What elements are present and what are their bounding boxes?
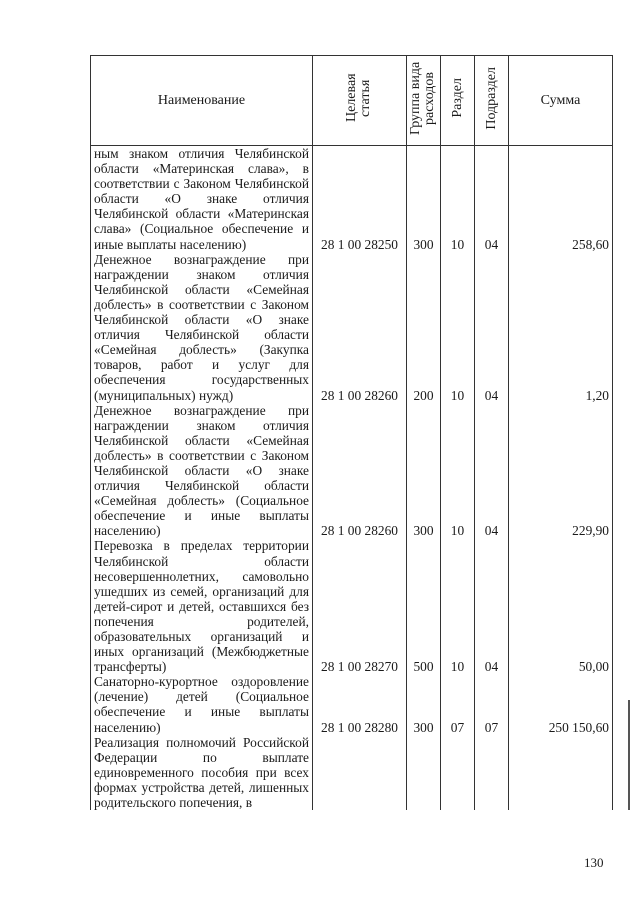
row-expense-group: 200 xyxy=(407,252,441,403)
row-subsection: 04 xyxy=(475,252,509,403)
row-amount: 258,60 xyxy=(509,146,613,252)
row-name: Санаторно-курортное оздоровление (лечение) детей (Социальное обеспечение и иные выплаты населению) xyxy=(91,674,313,734)
budget-page xyxy=(90,55,612,835)
table-row xyxy=(91,146,613,252)
row-section: 10 xyxy=(441,146,475,252)
table-row xyxy=(91,538,613,674)
row-subsection: 04 xyxy=(475,403,509,539)
row-subsection: 04 xyxy=(475,146,509,252)
header-amount: Сумма xyxy=(509,56,613,146)
row-subsection: 07 xyxy=(475,674,509,734)
header-target-article: Целевая статья xyxy=(313,56,407,146)
row-expense-group: 300 xyxy=(407,146,441,252)
row-expense-group: 300 xyxy=(407,674,441,734)
row-section xyxy=(441,735,475,810)
row-expense-group: 500 xyxy=(407,538,441,674)
row-target-article xyxy=(313,735,407,810)
budget-table xyxy=(90,55,613,810)
table-row xyxy=(91,674,613,734)
row-subsection: 04 xyxy=(475,538,509,674)
row-name: Реализация полномочий Российской Федерации по выплате единовременного пособия при всех формах устройства детей, лишенных родительского попечения, в xyxy=(91,735,313,810)
row-amount xyxy=(509,735,613,810)
row-amount: 250 150,60 xyxy=(509,674,613,734)
scan-edge-mark xyxy=(628,700,630,810)
row-target-article: 28 1 00 28260 xyxy=(313,403,407,539)
row-name: Денежное вознаграждение при награждении знаком отличия Челябинской области «Семейная доблесть» в соответствии с Законом Челябинской области «О знаке отличия Челябинской области «Семейная доблесть» (Социальное обеспечение и иные выплаты населению) xyxy=(91,403,313,539)
row-amount: 50,00 xyxy=(509,538,613,674)
table-header-row xyxy=(91,56,613,146)
row-section: 10 xyxy=(441,252,475,403)
row-expense-group: 300 xyxy=(407,403,441,539)
row-expense-group xyxy=(407,735,441,810)
row-target-article: 28 1 00 28250 xyxy=(313,146,407,252)
table-row xyxy=(91,403,613,539)
row-name: ным знаком отличия Челябинской области «Материнская слава», в соответствии с Законом Челябинской области «О знаке отличия Челябинской области «Материнская слава» (Социальное обеспечение и иные выплаты населению) xyxy=(91,146,313,252)
header-expense-group: Группа вида расходов xyxy=(407,56,441,146)
row-subsection xyxy=(475,735,509,810)
table-row xyxy=(91,252,613,403)
header-section: Раздел xyxy=(441,56,475,146)
row-name: Перевозка в пределах территории Челябинской области несовершеннолетних, самовольно ушедших из семей, организаций для детей-сирот и детей, оставшихся без попечения родителей, образовательных организаций и иных организаций (Межбюджетные трансферты) xyxy=(91,538,313,674)
row-section: 07 xyxy=(441,674,475,734)
header-subsection: Подраздел xyxy=(475,56,509,146)
row-name: Денежное вознаграждение при награждении знаком отличия Челябинской области «Семейная доблесть» в соответствии с Законом Челябинской области «О знаке отличия Челябинской области «Семейная доблесть» (Закупка товаров, работ и услуг для обеспечения государственных (муниципальных) нужд) xyxy=(91,252,313,403)
row-amount: 1,20 xyxy=(509,252,613,403)
row-target-article: 28 1 00 28270 xyxy=(313,538,407,674)
header-name: Наименование xyxy=(91,56,313,146)
page-number: 130 xyxy=(584,855,604,870)
row-section: 10 xyxy=(441,538,475,674)
row-amount: 229,90 xyxy=(509,403,613,539)
row-target-article: 28 1 00 28280 xyxy=(313,674,407,734)
table-row xyxy=(91,735,613,810)
row-target-article: 28 1 00 28260 xyxy=(313,252,407,403)
row-section: 10 xyxy=(441,403,475,539)
